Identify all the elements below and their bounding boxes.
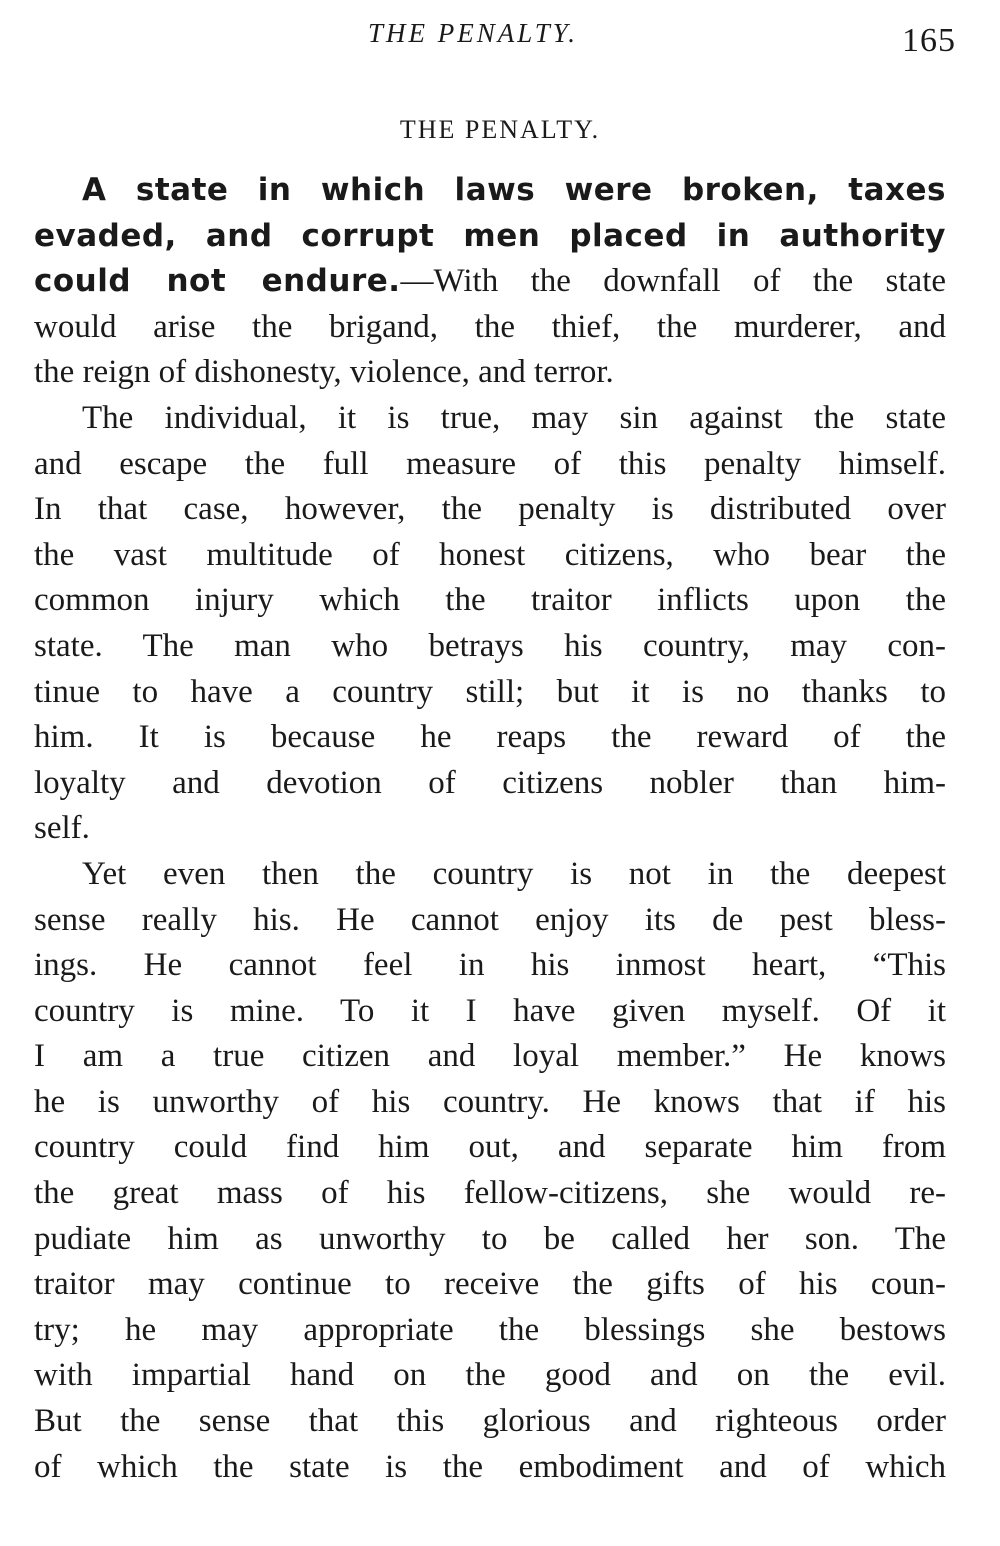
text-line: The individual, it is true, may sin against the state xyxy=(82,399,946,436)
text-line: the great mass of his fellow-citizens, she would re- xyxy=(34,1175,946,1212)
running-title: THE PENALTY. xyxy=(368,18,579,48)
text-line: pudiate him as unworthy to be called her son. The xyxy=(34,1220,946,1257)
text-line: self. xyxy=(34,810,90,847)
text-line: common injury which the traitor inflicts upon the xyxy=(34,582,946,619)
text-line: him. It is because he reaps the reward of the xyxy=(34,719,946,756)
text-line: of which the state is the embodiment and of which xyxy=(34,1448,946,1485)
text-line: with impartial hand on the good and on the evil. xyxy=(34,1357,946,1394)
page-number: 165 xyxy=(902,22,956,59)
text-line: country is mine. To it I have given myself. Of it xyxy=(34,992,946,1029)
text-line: In that case, however, the penalty is distributed over xyxy=(34,491,946,528)
paragraph xyxy=(34,396,946,852)
text-line: I am a true citizen and loyal member.” He knows xyxy=(34,1038,946,1075)
chapter-heading: THE PENALTY. xyxy=(399,115,601,144)
bold-lead-end: could not endure. xyxy=(34,263,401,300)
text-line: would arise the brigand, the thief, the murderer, and xyxy=(34,308,946,345)
text-run: —With the downfall of the state xyxy=(400,263,947,300)
text-line: state. The man who betrays his country, may con- xyxy=(34,627,946,664)
paragraph xyxy=(34,852,946,1490)
text-line: he is unworthy of his country. He knows that if his xyxy=(34,1083,946,1120)
running-head xyxy=(0,18,1000,58)
paragraph xyxy=(34,168,946,396)
text-line: try; he may appropriate the blessings she bestows xyxy=(34,1311,946,1348)
text-line: sense really his. He cannot enjoy its de pest bless- xyxy=(34,901,946,938)
body-text xyxy=(34,168,946,1490)
text-line: loyalty and devotion of citizens nobler than him- xyxy=(34,764,946,801)
text-line: But the sense that this glorious and righteous order xyxy=(34,1403,946,1440)
text-line: country could find him out, and separate him from xyxy=(34,1129,946,1166)
text-line: the reign of dishonesty, violence, and terror. xyxy=(34,354,614,391)
text-line: and escape the full measure of this penalty himself. xyxy=(34,445,946,482)
text-line: tinue to have a country still; but it is no thanks to xyxy=(34,673,946,710)
text-line: evaded, and corrupt men placed in authority xyxy=(34,217,946,254)
text-line: A state in which laws were broken, taxes xyxy=(82,172,946,208)
text-line: traitor may continue to receive the gifts of his coun- xyxy=(34,1266,946,1303)
text-line xyxy=(34,259,946,305)
text-line: the vast multitude of honest citizens, who bear the xyxy=(34,536,946,573)
text-line: ings. He cannot feel in his inmost heart, “This xyxy=(34,947,946,984)
text-line: Yet even then the country is not in the deepest xyxy=(82,855,946,892)
